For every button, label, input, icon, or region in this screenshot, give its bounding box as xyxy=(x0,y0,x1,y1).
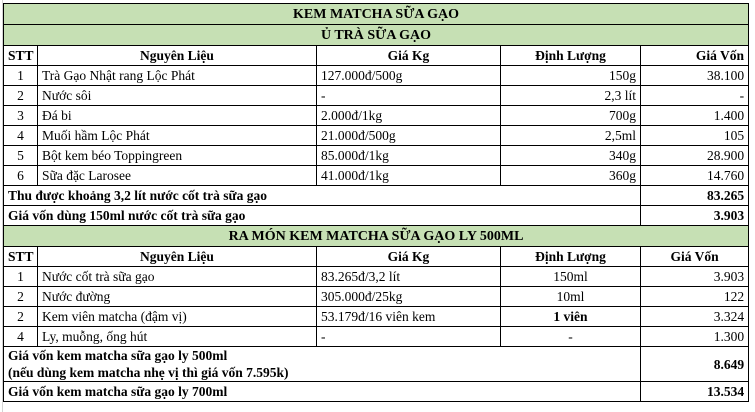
section2-header-row xyxy=(4,247,749,267)
cell-ingredient[interactable]: Nước cốt trà sữa gạo xyxy=(38,267,317,287)
cell-price[interactable]: 85.000đ/1kg xyxy=(317,146,501,166)
cell-ingredient[interactable]: Kem viên matcha (đậm vị) xyxy=(38,307,317,327)
col-header-ingredient[interactable]: Nguyên Liệu xyxy=(38,247,317,267)
cell-ingredient[interactable]: Ly, muỗng, ống hút xyxy=(38,327,317,347)
col-header-quantity[interactable]: Định Lượng xyxy=(501,247,641,267)
section1-heading[interactable]: Ủ TRÀ SỮA GẠO xyxy=(4,25,749,46)
col-header-price[interactable]: Giá Kg xyxy=(317,247,501,267)
cell-price[interactable]: 41.000đ/1kg xyxy=(317,166,501,186)
cell-price[interactable]: 53.179đ/16 viên kem xyxy=(317,307,501,327)
cell-ingredient[interactable]: Sữa đặc Larosee xyxy=(38,166,317,186)
sheet-title[interactable]: KEM MATCHA SỮA GẠO xyxy=(4,4,749,25)
cell-cost[interactable]: 105 xyxy=(641,126,749,146)
cell-stt[interactable]: 4 xyxy=(4,126,38,146)
cell-price[interactable]: 83.265đ/3,2 lít xyxy=(317,267,501,287)
cell-quantity[interactable]: - xyxy=(501,327,641,347)
section1-heading-row xyxy=(4,25,749,46)
cell-ingredient[interactable]: Bột kem béo Toppingreen xyxy=(38,146,317,166)
table-row xyxy=(4,327,749,347)
summary-row-cost-500ml xyxy=(4,347,749,382)
table-row xyxy=(4,166,749,186)
section1-header-row xyxy=(4,46,749,66)
cell-quantity[interactable]: 2,5ml xyxy=(501,126,641,146)
summary-value[interactable]: 13.534 xyxy=(641,382,749,402)
col-header-price[interactable]: Giá Kg xyxy=(317,46,501,66)
cell-quantity[interactable]: 340g xyxy=(501,146,641,166)
cell-stt[interactable]: 1 xyxy=(4,66,38,86)
cell-cost[interactable]: 28.900 xyxy=(641,146,749,166)
cell-price[interactable]: - xyxy=(317,86,501,106)
cell-price[interactable]: 21.000đ/500g xyxy=(317,126,501,146)
cell-cost[interactable]: 14.760 xyxy=(641,166,749,186)
sheet-title-row xyxy=(4,4,749,25)
cell-stt[interactable]: 3 xyxy=(4,106,38,126)
table-row xyxy=(4,86,749,106)
summary-value[interactable]: 8.649 xyxy=(641,347,749,382)
cell-stt[interactable]: 5 xyxy=(4,146,38,166)
col-header-quantity[interactable]: Định Lượng xyxy=(501,46,641,66)
cell-price[interactable]: - xyxy=(317,327,501,347)
cell-quantity[interactable]: 10ml xyxy=(501,287,641,307)
cell-ingredient[interactable]: Muối hầm Lộc Phát xyxy=(38,126,317,146)
cell-price[interactable]: 305.000đ/25kg xyxy=(317,287,501,307)
cell-cost[interactable]: 122 xyxy=(641,287,749,307)
col-header-stt[interactable]: STT xyxy=(4,247,38,267)
summary-label[interactable]: Thu được khoảng 3,2 lít nước cốt trà sữa gạo xyxy=(4,186,641,206)
summary-label-line2: (nếu dùng kem matcha nhẹ vị thì giá vốn 7.595k) xyxy=(8,365,289,380)
summary-value[interactable]: 3.903 xyxy=(641,206,749,226)
table-row xyxy=(4,146,749,166)
cell-ingredient[interactable]: Trà Gạo Nhật rang Lộc Phát xyxy=(38,66,317,86)
table-row xyxy=(4,126,749,146)
cell-stt[interactable]: 2 xyxy=(4,287,38,307)
cell-quantity[interactable]: 150g xyxy=(501,66,641,86)
cell-quantity[interactable]: 360g xyxy=(501,166,641,186)
summary-row-yield xyxy=(4,186,749,206)
cell-cost[interactable]: 1.400 xyxy=(641,106,749,126)
summary-label[interactable]: Giá vốn kem matcha sữa gạo ly 700ml xyxy=(4,382,641,402)
summary-row-cost-700ml xyxy=(4,382,749,402)
table-row xyxy=(4,287,749,307)
col-header-ingredient[interactable]: Nguyên Liệu xyxy=(38,46,317,66)
cell-quantity[interactable]: 150ml xyxy=(501,267,641,287)
cell-stt[interactable]: 4 xyxy=(4,327,38,347)
cell-stt[interactable]: 1 xyxy=(4,267,38,287)
section2-heading-row xyxy=(4,226,749,247)
cell-cost[interactable]: 3.903 xyxy=(641,267,749,287)
summary-label[interactable]: Giá vốn dùng 150ml nước cốt trà sữa gạo xyxy=(4,206,641,226)
table-row xyxy=(4,66,749,86)
summary-label[interactable] xyxy=(4,347,641,382)
cost-sheet-table xyxy=(3,3,749,402)
col-header-cost[interactable]: Giá Vốn xyxy=(641,46,749,66)
cell-quantity[interactable]: 1 viên xyxy=(501,307,641,327)
cell-quantity[interactable]: 2,3 lít xyxy=(501,86,641,106)
cell-ingredient[interactable]: Nước sôi xyxy=(38,86,317,106)
cell-ingredient[interactable]: Đá bi xyxy=(38,106,317,126)
cell-price[interactable]: 127.000đ/500g xyxy=(317,66,501,86)
summary-value[interactable]: 83.265 xyxy=(641,186,749,206)
summary-label-line1: Giá vốn kem matcha sữa gạo ly 500ml xyxy=(8,348,228,363)
col-header-stt[interactable]: STT xyxy=(4,46,38,66)
col-header-cost[interactable]: Giá Vốn xyxy=(641,247,749,267)
cell-cost[interactable]: 1.300 xyxy=(641,327,749,347)
table-row xyxy=(4,106,749,126)
cell-cost[interactable]: 38.100 xyxy=(641,66,749,86)
cell-ingredient[interactable]: Nước đường xyxy=(38,287,317,307)
summary-row-cost-150ml xyxy=(4,206,749,226)
section2-heading[interactable]: RA MÓN KEM MATCHA SỮA GẠO LY 500ML xyxy=(4,226,749,247)
cell-quantity[interactable]: 700g xyxy=(501,106,641,126)
cell-cost[interactable]: - xyxy=(641,86,749,106)
cell-stt[interactable]: 2 xyxy=(4,307,38,327)
cell-price[interactable]: 2.000đ/1kg xyxy=(317,106,501,126)
table-row xyxy=(4,267,749,287)
cell-stt[interactable]: 2 xyxy=(4,86,38,106)
cell-stt[interactable]: 6 xyxy=(4,166,38,186)
cell-cost[interactable]: 3.324 xyxy=(641,307,749,327)
table-row xyxy=(4,307,749,327)
